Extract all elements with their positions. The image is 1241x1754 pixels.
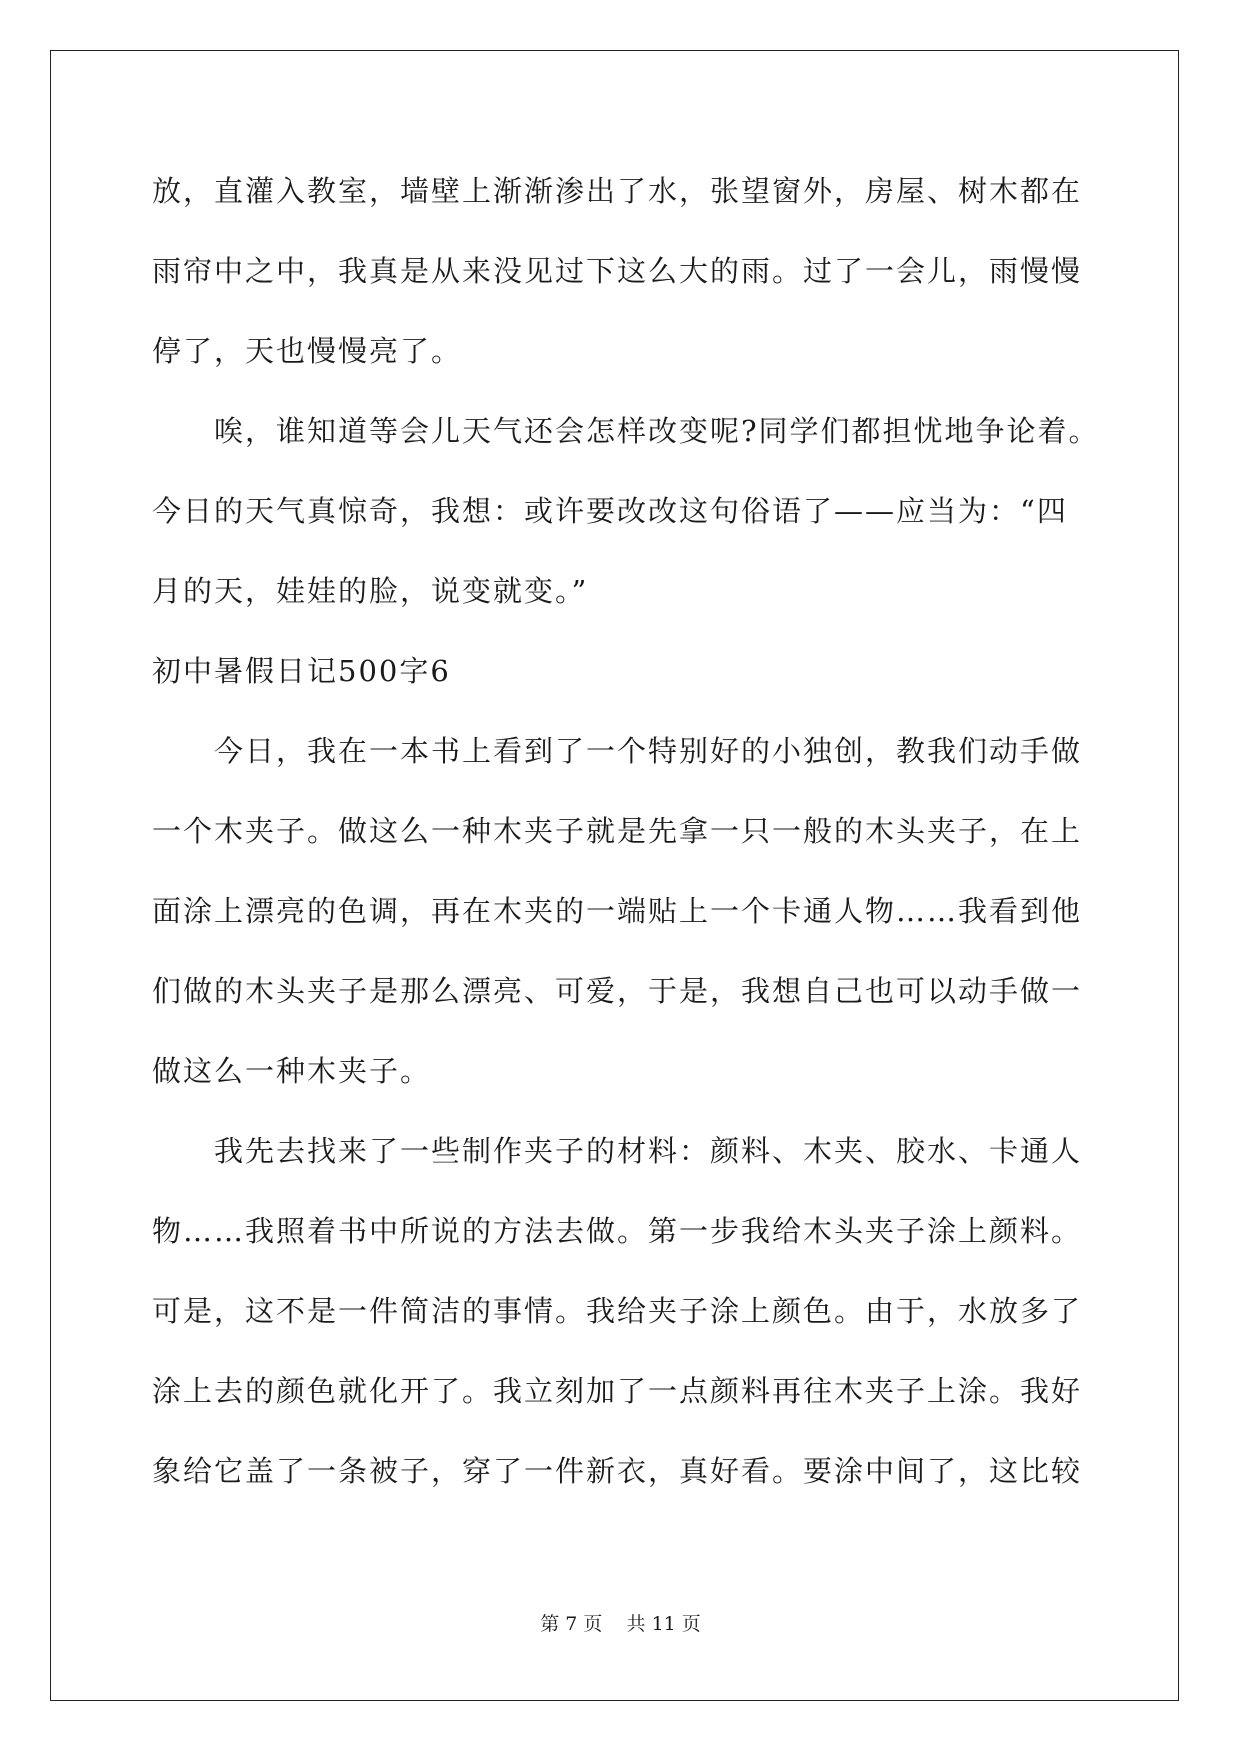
text-line: 可是，这不是一件简洁的事情。我给夹子涂上颜色。由于，水放多了: [152, 1294, 1083, 1328]
text-line: 我先去找来了一些制作夹子的材料：颜料、木夹、胶水、卡通人: [214, 1134, 1083, 1168]
text-line: 涂上去的颜色就化开了。我立刻加了一点颜料再往木夹子上涂。我好: [152, 1374, 1083, 1408]
text-line: 象给它盖了一条被子，穿了一件新衣，真好看。要涂中间了，这比较: [152, 1454, 1083, 1488]
text-line: 今日的天气真惊奇，我想：或许要改改这句俗语了——应当为：“四: [152, 494, 1068, 528]
page-number-footer: 第 7 页 共 11 页: [540, 1613, 701, 1635]
text-line: 月的天，娃娃的脸，说变就变。”: [152, 574, 589, 608]
text-line: 做这么一种木夹子。: [152, 1054, 432, 1088]
text-line: 一个木夹子。做这么一种木夹子就是先拿一只一般的木头夹子，在上: [152, 814, 1083, 848]
text-line: 物……我照着书中所说的方法去做。第一步我给木头夹子涂上颜料。: [152, 1214, 1083, 1248]
section-heading: 初中暑假日记500字6: [152, 654, 451, 688]
text-line: 面涂上漂亮的色调，再在木夹的一端贴上一个卡通人物……我看到他: [152, 894, 1083, 928]
text-line: 放，直灌入教室，墙壁上渐渐渗出了水，张望窗外，房屋、树木都在: [152, 174, 1083, 208]
text-line: 雨帘中之中，我真是从来没见过下这么大的雨。过了一会儿，雨慢慢: [152, 254, 1083, 288]
text-line: 停了，天也慢慢亮了。: [152, 334, 463, 368]
text-line: 今日，我在一本书上看到了一个特别好的小独创，教我们动手做: [214, 734, 1083, 768]
text-line: 们做的木头夹子是那么漂亮、可爱，于是，我想自己也可以动手做一: [152, 974, 1083, 1008]
text-line: 唉，谁知道等会儿天气还会怎样改变呢?同学们都担忧地争论着。: [214, 414, 1100, 448]
